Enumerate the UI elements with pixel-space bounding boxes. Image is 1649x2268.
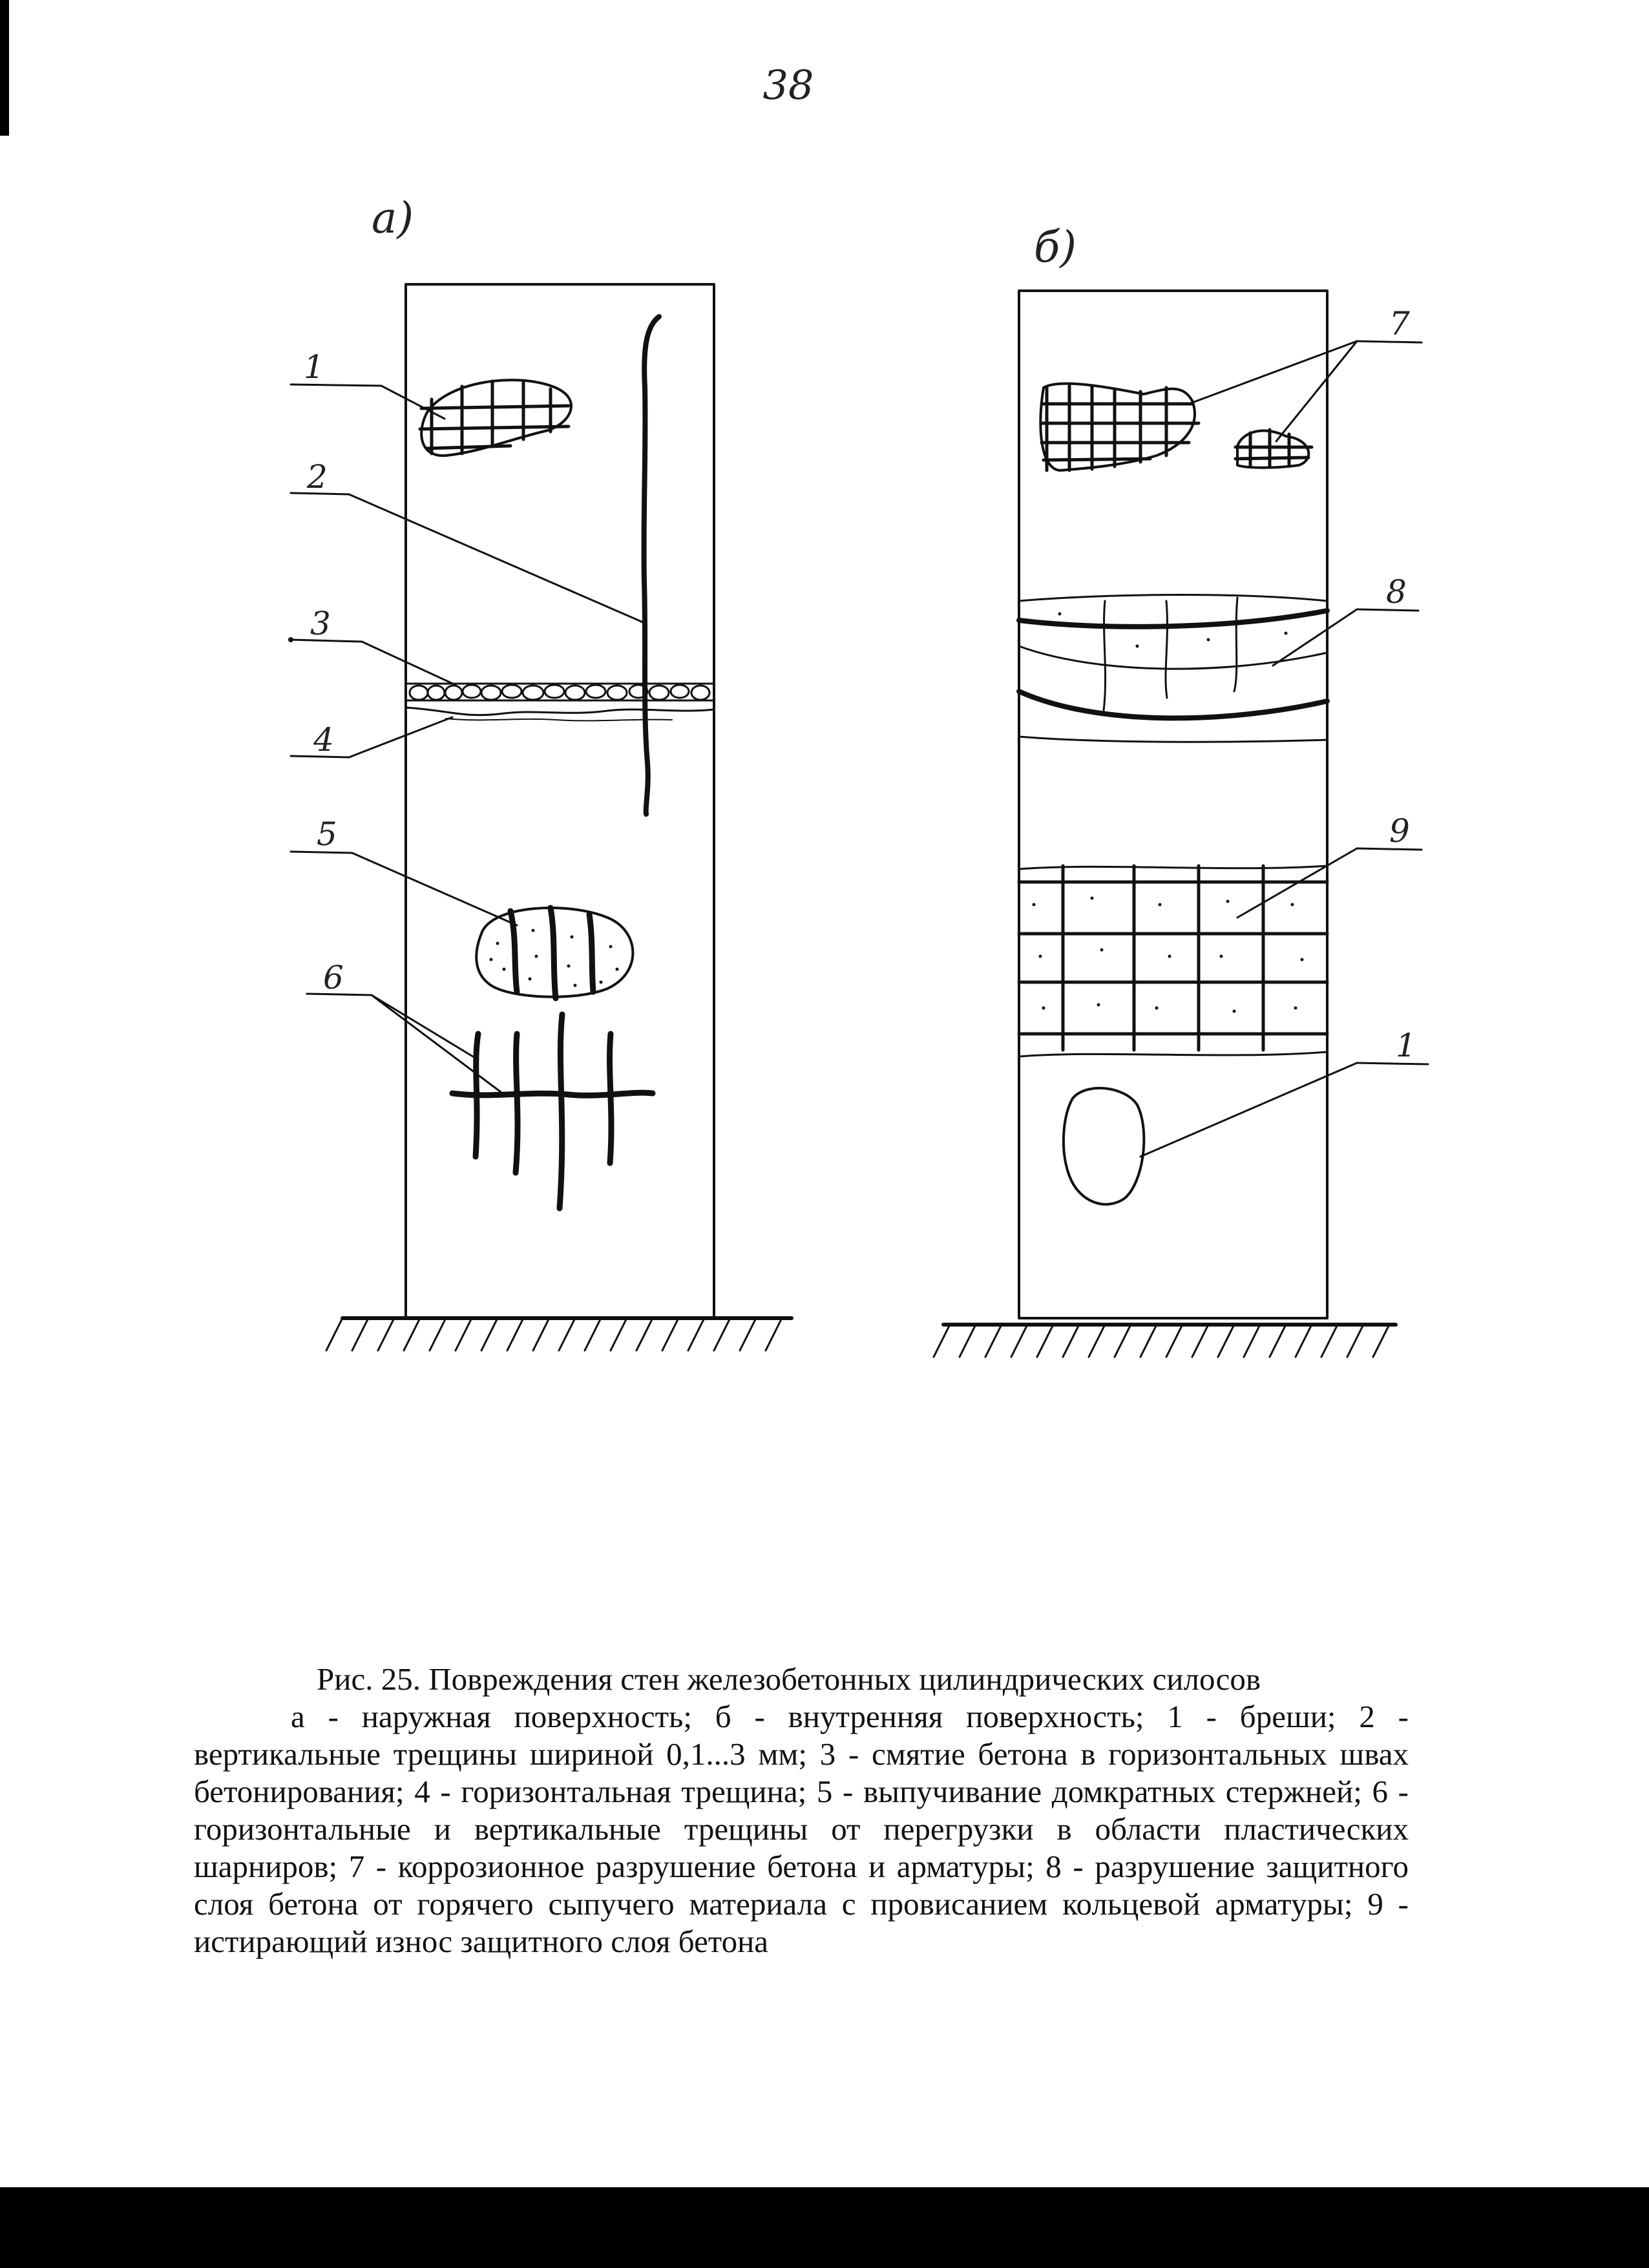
callout-b-8: 8: [1386, 573, 1407, 611]
corrosion-7a: [1040, 384, 1195, 470]
panel-b: [934, 222, 1428, 1357]
ground-hatch-a: [326, 1318, 782, 1350]
caption-body: а - наружная поверхность; б - внутренняя поверхность; 1 - бреши; 2 - вертикальные трещины шириной 0,1...3 мм; 3 - смятие бетона в горизонтальных швах бетонирования; 4 - горизонтальная трещина; 5 - выпучивание домкратных стержней; 6 - горизонтальные и вертикальные трещины от перегрузки в области пластических шарниров; 7 - коррозионное разрушение бетона и арматуры; 8 - разрушение защитного слоя бетона от горячего сыпучего материала с провисанием кольцевой арматуры; 9 - истирающий износ защитного слоя бетона: [194, 1699, 1409, 1959]
page-number: 38: [762, 61, 814, 109]
ground-hatch-b: [934, 1325, 1389, 1357]
panel-a: [288, 193, 792, 1350]
callout-a-1: 1: [304, 348, 324, 386]
scan-border-bottom: [0, 2187, 1649, 2268]
breach-1b: [1064, 1088, 1144, 1204]
abrasion-grid-9: [1019, 866, 1327, 1056]
spalling-band-8: [1019, 595, 1327, 742]
callout-b-1: 1: [1396, 1027, 1416, 1064]
crushed-joint-3: [406, 684, 714, 700]
callout-b-9: 9: [1389, 812, 1410, 850]
callout-a-3: 3: [310, 605, 331, 642]
panel-b-label: б): [1034, 222, 1077, 272]
callout-a-5: 5: [317, 815, 337, 853]
corrosion-7b: [1237, 431, 1308, 468]
cross-cracks-6: [452, 1014, 653, 1208]
horizontal-crack-4: [406, 708, 714, 715]
callout-a-2: 2: [307, 458, 328, 496]
callout-a-6: 6: [323, 959, 344, 996]
vertical-crack-2: [644, 317, 659, 814]
caption-title: Рис. 25. Повреждения стен железобетонных цилиндрических силосов: [317, 1661, 1261, 1697]
callout-a-4: 4: [313, 721, 334, 759]
figure-caption: [194, 1661, 1409, 1960]
corrosion-7a-mesh: [1042, 384, 1199, 470]
panel-a-label: а): [372, 193, 414, 243]
callout-b-7: 7: [1389, 305, 1410, 342]
bulge-5-rods: [510, 908, 593, 998]
